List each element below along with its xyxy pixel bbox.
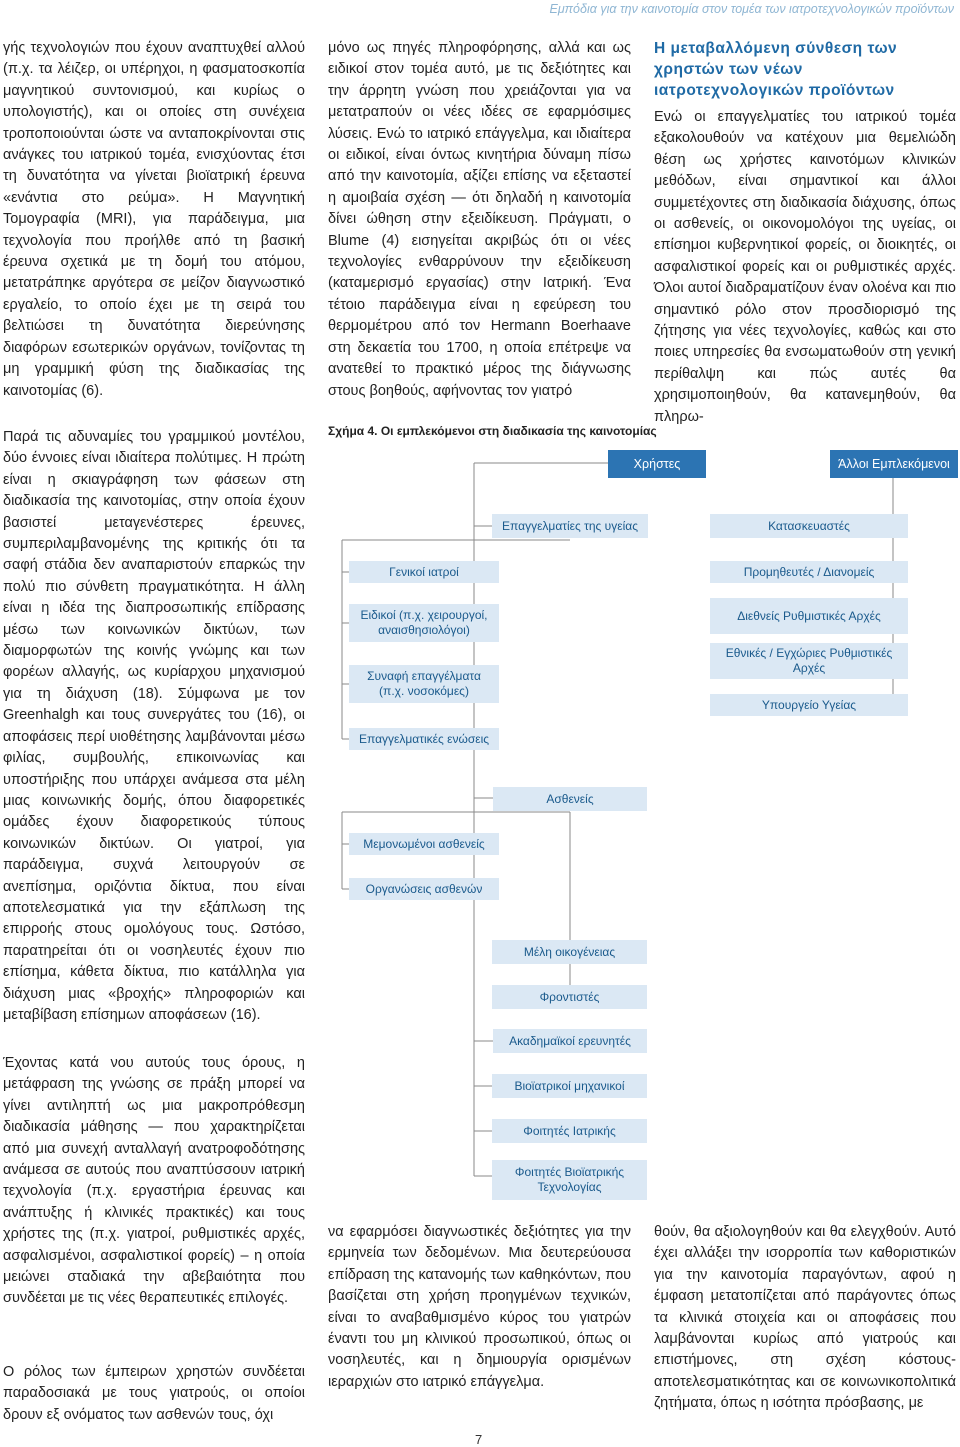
users-box: Χρήστες — [608, 450, 706, 478]
medical-students-box: Φοιτητές Ιατρικής — [492, 1119, 647, 1143]
col1-paragraph-3: Έχοντας κατά νου αυτούς τους όρους, η μετάφραση της γνώσης σε πράξη μπορεί να γίνει αντιληπτή ως μια μακροπρόθεσμη διαδικασία μάθησης — που χαρακτηρίζεται από μια συνεχή ανταλλαγή ανατροφοδότησης ανάμεσα σε αυτούς που αναπτύσσουν ιατρική τεχνολογία (π.χ. εργαστήρια έρευνας και ανάπτυξης ή κλινικές πρακτικές) και τους χρήστες της (π.χ. γιατροί, ρυθμιστικές αρχές, ασφαλισμένοι, ασφαλιστικοί φορείς) – η οποία μειώνει σταδιακά την αβεβαιότητα που συνδέεται με τις νέες θεραπευτικές επιλογές. — [3, 1055, 305, 1307]
general-doctors-box: Γενικοί ιατροί — [349, 561, 499, 583]
national-regulators-box: Εθνικές / Εγχώριες Ρυθμιστικές Αρχές — [710, 643, 908, 679]
col1-paragraph-4: Ο ρόλος των έμπειρων χρηστών συνδέεται παραδοσιακά με τους γιατρούς, οι οποίοι δρουν εξ ονόματος των ασθενών τους, όχι — [3, 1364, 305, 1423]
caregivers-box: Φροντιστές — [492, 985, 647, 1009]
biomedical-tech-students-box: Φοιτητές Βιοϊατρικής Τεχνολογίας — [492, 1160, 647, 1200]
section-heading: Η μεταβαλλόμενη σύνθεση των χρηστών των νέων ιατροτεχνολογικών προϊόντων — [654, 40, 898, 99]
manufacturers-box: Κατασκευαστές — [710, 514, 908, 538]
page-number: 7 — [475, 1432, 483, 1447]
patients-box: Ασθενείς — [493, 787, 647, 811]
family-members-box: Μέλη οικογένειας — [492, 940, 647, 964]
col1-paragraph-2: Παρά τις αδυναμίες του γραμμικού μοντέλου, δύο έννοιες είναι ιδιαίτερα πολύτιμες. Η πρώτη είναι η σκιαγράφηση των φάσεων στη διαδικασία της καινοτομίας, στην οποία έχουν βασιστεί μεταγενέστερες έρευνες, συμπεριλαμβανομένης της κριτικής ότι τα σαφή στάδια δεν αναπαριστούν επαρκώς την πολύ πιο σύνθετη πραγματικότητα. Η άλλη είναι η ιδέα της διαπροσωπικής επίδρασης μέσω των κοινωνικών δικτύων, των διαμορφωτών της κοινής γνώμης και των φορέων αλλαγής, ως κυρίαρχου μηχανισμού για τη διάχυση (18). Σύμφωνα με τον Greenhalgh και τους συνεργάτες του (16), οι αποφάσεις περί υιοθέτησης λαμβάνονται μέσω φιλίας, συμβουλής, επικοινωνίας και υποστήριξης που υπάρχει ανάμεσα στα μέλη μιας κοινωνικής δομής, όπου διαφορετικές ομάδες έχουν διαφορετικούς τύπους κοινωνικών δικτύων. Οι γιατροί, για παράδειγμα, συχνά λειτουργούν σε ανεπίσημα, οριζόντια δίκτυα, που είναι αποτελεσματικά για την εξάπλωση της επιρροής στους ομολόγους τους. Ωστόσο, παρατηρείται ότι οι νοσηλευτές έχουν πιο επίσημα, κάθετα δίκτυα, πιο κατάλληλα για διάχυση μιας «βροχής» πληροφοριών και μεταβίβαση επίσημων αποφάσεων (16). — [3, 429, 305, 1023]
col1-paragraph-1: γής τεχνολογιών που έχουν αναπτυχθεί αλλού (π.χ. τα λέιζερ, οι υπέρηχοι, η φασματοσκοπία μαγνητικού συντονισμού, και κυρίως ο υπολογιστής), και οι οποίες στη συνέχεια τροποποιούνται ώστε να ανταποκρίνονται στις ανάγκες του ιατρικού τομέα, ενισχύοντας έτσι τη δυνατότητα να γίνεται βιοϊατρική έρευνα «ενάντια στο ρεύμα». Η Μαγνητική Τομογραφία (MRI), για παράδειγμα, μια τεχνολογία που προήλθε από τη βασική έρευνα σχετικά με τη δομή του ατόμου, μετατράπηκε αργότερα σε μείζον διαγνωστικό εργαλείο, το οποίο έχει με τη σειρά του βελτιώσει τη δυνατότητα διερεύνησης διαφόρων εσωτερικών οργάνων, τονίζοντας τη μη γραμμική φύση της διαδικασίας της καινοτομίας (6). — [3, 40, 305, 399]
col3-paragraph-1: Ενώ οι επαγγελματίες του ιατρικού τομέα εξακολουθούν να κατέχουν μια θεμελιώδη θέση ως χρήστες καινοτόμων κλινικών μεθόδων, είναι σημαντικοί και άλλοι συμμετέχοντες στη διαδικασία διάχυσης, όπως οι ασθενείς, οι οικονομολόγοι της υγείας, οι επίσημοι κυβερνητικοί φορείς, οι διοικητές, οι ασφαλιστικοί φορείς και οι ρυθμιστικές αρχές. Όλοι αυτοί διαδραματίζουν έναν ολοένα και πιο σημαντικό ρόλο στον προσδιορισμό της ζήτησης για νέες τεχνολογίες, καθώς και στο ποιες υπηρεσίες θα ενσωματωθούν στη γενική περίθαλψη και πώς αυτές θα χρησιμοποιηθούν, θα κατανεμηθούν, θα πληρω- — [654, 109, 956, 425]
individual-patients-box: Μεμονωμένοι ασθενείς — [349, 833, 499, 855]
suppliers-box: Προμηθευτές / Διανομείς — [710, 561, 908, 583]
col3-paragraph-2: θούν, θα αξιολογηθούν και θα ελεγχθούν. Αυτό έχει αλλάξει την ισορροπία των καθοριστικών για την καινοτομία παραγόντων, αφού η έμφαση μετατοπίζεται από παράγοντες όπως τα κλινικά στοιχεία και οι αποφάσεις που λαμβάνονται κυρίως από γιατρούς και επιστήμονες, στη σχέση κόστους-αποτελεσματικότητας και σε κοινωνικοπολιτικά ζητήματα, όπως η ισότητα πρόσβασης, με — [654, 1224, 956, 1412]
running-header: Εμπόδια για την καινοτομία στον τομέα των ιατροτεχνολογικών προϊόντων — [549, 2, 954, 16]
figure-caption: Σχήμα 4. Οι εμπλεκόμενοι στη διαδικασία της καινοτομίας — [328, 424, 657, 438]
ministry-of-health-box: Υπουργείο Υγείας — [710, 694, 908, 716]
health-professionals-box: Επαγγελματίες της υγείας — [492, 514, 648, 538]
specialists-box: Ειδικοί (π.χ. χειρουργοί, αναισθησιολόγοι) — [349, 604, 499, 642]
biomedical-engineers-box: Βιοϊατρικοί μηχανικοί — [492, 1074, 647, 1098]
academic-researchers-box: Ακαδημαϊκοί ερευνητές — [493, 1029, 647, 1053]
international-regulators-box: Διεθνείς Ρυθμιστικές Αρχές — [710, 598, 908, 634]
professional-associations-box: Επαγγελματικές ενώσεις — [349, 728, 499, 750]
patient-organizations-box: Οργανώσεις ασθενών — [349, 878, 499, 900]
allied-professions-box: Συναφή επαγγέλματα (π.χ. νοσοκόμες) — [349, 665, 499, 703]
col2-paragraph-2: να εφαρμόσει διαγνωστικές δεξιότητες για την ερμηνεία των δεδομένων. Μια δευτερεύουσα επίδραση της κατανομής των καθηκόντων, που βασίζεται στη χρήση προηγμένων τεχνικών, είναι το αναβαθμισμένο κύρος του γιατρών έναντι του μη κλινικού προσωπικού, όπως οι νοσηλευτές, και η δημιουργία ορισμένων ιεραρχιών στο ιατρικό επάγγελμα. — [328, 1224, 631, 1390]
col2-paragraph-1: μόνο ως πηγές πληροφόρησης, αλλά και ως ειδικοί στον τομέα αυτό, με τις δεξιότητες και την άρρητη γνώση που χρειάζονται για να μετατραπούν οι νέες ιδέες σε εφαρμόσιμες λύσεις. Ενώ το ιατρικό επάγγελμα, και ιδιαίτερα οι ειδικοί, είναι όντως κινητήρια δύναμη πίσω από την καινοτομία, αξίζει επίσης να εξεταστεί η αμοιβαία σχέση — ότι δηλαδή η καινοτομία δίνει ώθηση στην εξειδίκευση. Πράγματι, ο Blume (4) εισηγείται ακριβώς ότι οι νέες τεχνολογίες ενθαρρύνουν την εξειδίκευση (καταμερισμό εργασίας) στην Ιατρική. Ένα τέτοιο παράδειγμα είναι η εφεύρεση του θερμομέτρου από τον Hermann Boerhaave στη δεκαετία του 1700, η οποία επέτρεψε να ανατεθεί το πρακτικό μέρος της διάγνωσης στους βοηθούς, αφήνοντας τον γιατρό — [328, 40, 631, 399]
other-stakeholders-box: Άλλοι Εμπλεκόμενοι — [830, 450, 958, 478]
